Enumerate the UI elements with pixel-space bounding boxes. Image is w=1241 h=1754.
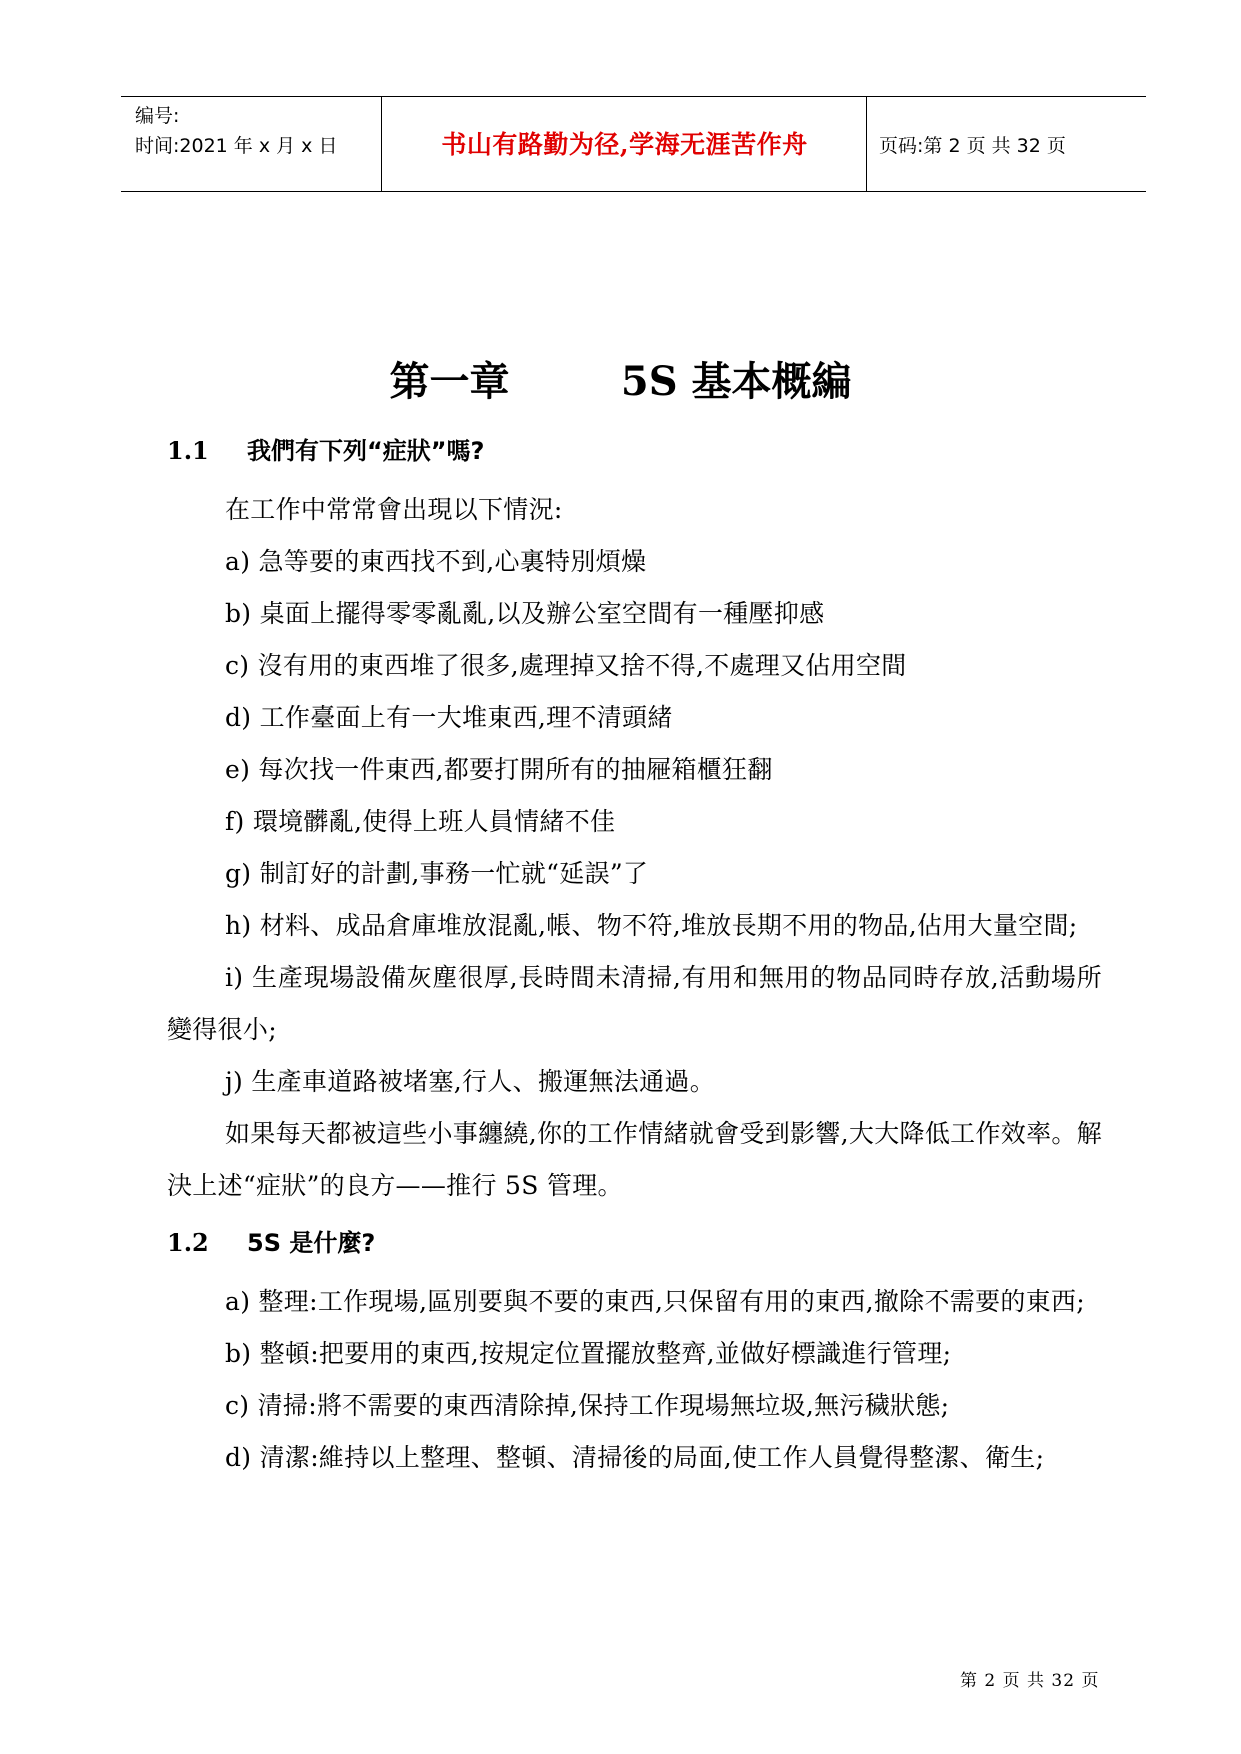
list-item: e) 每次找一件東西,都要打開所有的抽屜箱櫃狂翻 <box>225 755 773 784</box>
list-item: c) 沒有用的東西堆了很多,處理掉又捨不得,不處理又佔用空間 <box>225 651 907 680</box>
section-title: 我們有下列“症狀”嗎? <box>247 437 485 465</box>
list-item: a) 急等要的東西找不到,心裏特別煩燥 <box>225 547 647 576</box>
list-item: a) 整理:工作現場,區別要與不要的東西,只保留有用的東西,撤除不需要的東西; <box>225 1287 1085 1316</box>
document-body <box>167 420 1102 1484</box>
header-meta <box>135 101 337 161</box>
date-label: 时间:2021 年 x 月 x 日 <box>135 135 338 157</box>
list-item: b) 整頓:把要用的東西,按規定位置擺放整齊,並做好標識進行管理; <box>225 1339 952 1368</box>
list-item: d) 清潔:維持以上整理、整頓、清掃後的局面,使工作人員覺得整潔、衛生; <box>225 1443 1045 1472</box>
list-item: c) 清掃:將不需要的東西清除掉,保持工作現場無垃圾,無污穢狀態; <box>225 1391 950 1420</box>
section-title: 5S 是什麼? <box>247 1229 376 1257</box>
section-heading <box>167 424 1102 478</box>
serial-label: 编号: <box>135 105 180 127</box>
list-item: f) 環境髒亂,使得上班人員情緒不佳 <box>225 807 616 836</box>
chapter-title: 第一章 5S 基本概編 <box>389 358 852 405</box>
page-footer: 第 2 页 共 32 页 <box>960 1671 1100 1691</box>
paragraph: 如果每天都被這些小事纏繞,你的工作情緒就會受到影響,大大降低工作效率。解決上述“症狀”的良方——推行 5S 管理。 <box>167 1119 1102 1200</box>
list-item: h) 材料、成品倉庫堆放混亂,帳、物不符,堆放長期不用的物品,佔用大量空間; <box>225 911 1078 940</box>
page-header <box>121 96 1146 192</box>
list-item: g) 制訂好的計劃,事務一忙就“延誤”了 <box>225 859 649 888</box>
list-item: d) 工作臺面上有一大堆東西,理不清頭緒 <box>225 703 673 732</box>
header-page-info: 页码:第 2 页 共 32 页 <box>879 135 1066 157</box>
list-item: b) 桌面上擺得零零亂亂,以及辦公室空間有一種壓抑感 <box>225 599 825 628</box>
section-number: 1.2 <box>167 1228 209 1257</box>
section-heading <box>167 1216 1102 1270</box>
section-number: 1.1 <box>167 436 209 465</box>
paragraph: 在工作中常常會出現以下情況: <box>225 495 563 524</box>
header-divider <box>866 97 867 191</box>
list-item: j) 生產車道路被堵塞,行人、搬運無法通過。 <box>225 1067 715 1096</box>
header-divider <box>381 97 382 191</box>
list-item: i) 生產現場設備灰塵很厚,長時間未清掃,有用和無用的物品同時存放,活動場所變得很小; <box>167 963 1102 1044</box>
header-motto: 书山有路勤为径,学海无涯苦作舟 <box>441 130 808 159</box>
